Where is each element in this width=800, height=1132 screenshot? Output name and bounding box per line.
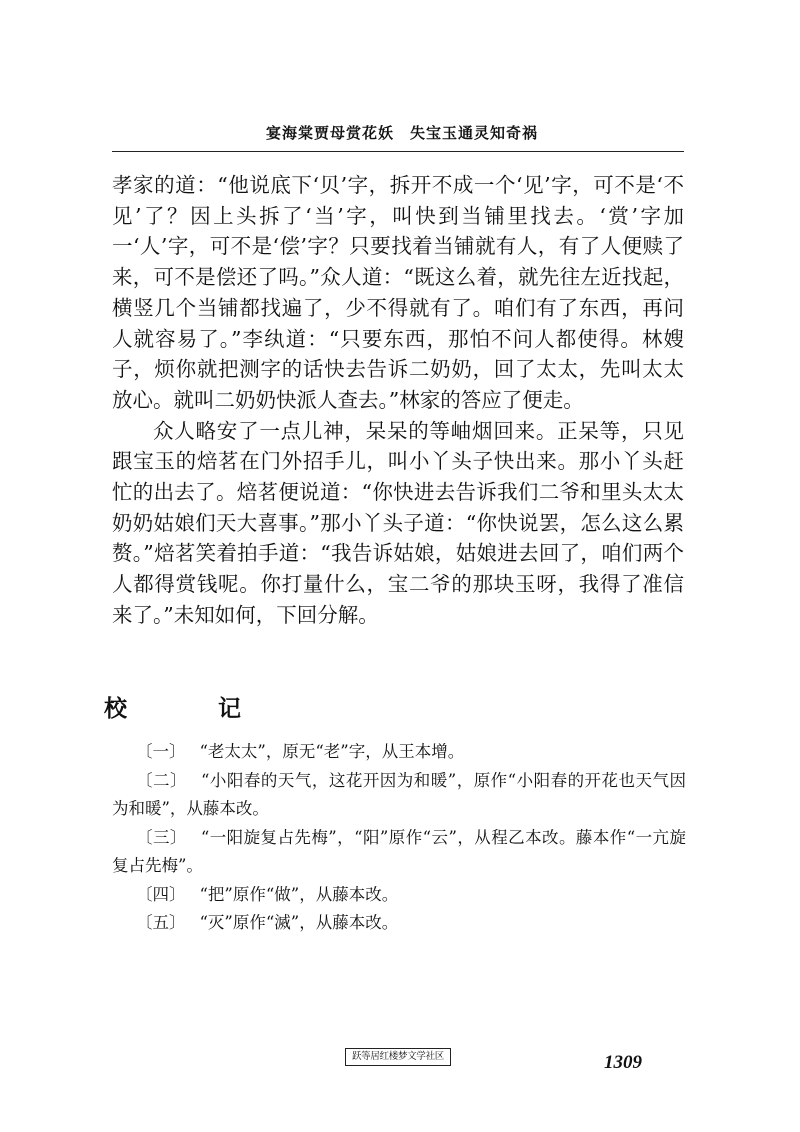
note-number: 〔四〕	[136, 884, 186, 904]
note-text: “把”原作“做”，从藤本改。	[199, 884, 399, 904]
paragraph-2: 众人略安了一点儿神，呆呆的等岫烟回来。正呆等，只见跟宝玉的焙茗在门外招手儿，叫小丫头子快出来。那小丫头赶忙的出去了。焙茗便说道：“你快进去告诉我们二爷和里头太太奶奶姑娘们天大喜事。”那小丫头子道：“你快说罢，怎么这么累赘。”焙茗笑着拍手道：“我告诉姑娘，姑娘进去回了，咱们两个人都得赏钱呢。你打量什么，宝二爷的那块玉呀，我得了准信来了。”未知如何，下回分解。	[112, 418, 684, 627]
note-number: 〔一〕	[136, 742, 186, 761]
note-number: 〔三〕	[136, 827, 187, 847]
note-item	[112, 881, 686, 910]
note-text: “老太太”，原无“老”字，从王本增。	[199, 742, 465, 761]
note-item	[112, 767, 686, 824]
paragraph-1: 孝家的道：“他说底下‘贝’字，拆开不成一个‘见’字，可不是‘不见’了？因上头拆了‘当’字，叫快到当铺里找去。‘赏’字加一‘人’字，可不是‘偿’字？只要找着当铺就有人，有了人便赎了来，可不是偿还了吗。”众人道：“既这么着，就先往左近找起，横竖几个当铺都找遍了，少不得就有了。咱们有了东西，再问人就容易了。”李纨道：“只要东西，那怕不问人都使得。林嫂子，烦你就把测字的话快去告诉二奶奶，回了太太，先叫太太放心。就叫二奶奶快派人查去。”林家的答应了便走。	[112, 173, 684, 412]
note-text: “一阳旋复占先梅”，“阳”原作“云”，从程乙本改。藤本作“一亢旋复占先梅”。	[112, 827, 686, 875]
header-rule	[112, 151, 684, 152]
main-text	[112, 170, 684, 631]
note-number: 〔五〕	[136, 913, 186, 932]
note-text: “小阳春的天气，这花开因为和暖”，原作“小阳春的开花也天气因为和暖”，从藤本改。	[112, 770, 687, 818]
note-text: “灭”原作“滅”，从藤本改。	[199, 913, 399, 932]
note-item	[112, 738, 686, 767]
source-stamp: 跃等居红楼梦文学社区	[345, 1048, 451, 1066]
notes-list	[112, 738, 686, 938]
note-number: 〔二〕	[136, 770, 187, 790]
note-item	[112, 909, 686, 938]
page-number: 1309	[604, 1052, 642, 1073]
notes-heading: 校 记	[104, 695, 275, 722]
running-head-title: 宴海棠贾母赏花妖 失宝玉通灵知奇祸	[265, 124, 538, 142]
note-item	[112, 824, 686, 881]
